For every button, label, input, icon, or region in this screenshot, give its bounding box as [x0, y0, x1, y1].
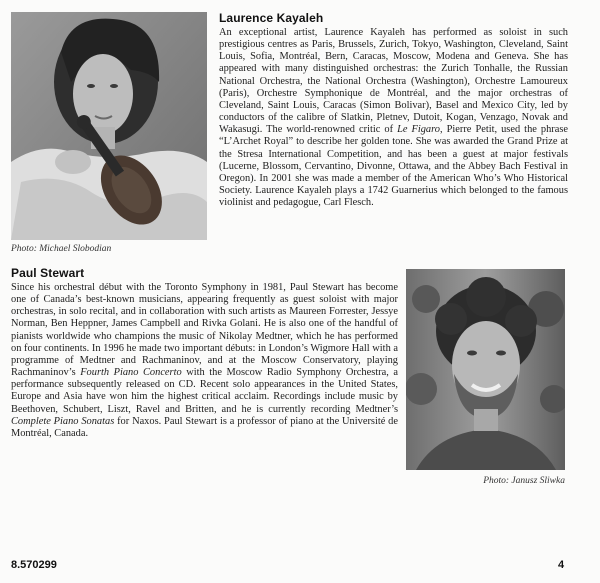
catalog-number: 8.570299 — [11, 559, 57, 571]
artist-name: Laurence Kayaleh — [219, 11, 324, 25]
page-number: 4 — [558, 559, 565, 571]
italic-title: Fourth Piano Concerto — [80, 367, 182, 379]
artist-biography: Since his orchestral début with the Toronto Symphony in 1981, Paul Stewart has become one of Canada’s best-known musicians, appearing frequently as guest soloist with major orchestras, in solo recital, and in collaboration with such artists as Maureen Forrester, Jessye Norman, Ben Heppner, James Campbell and Rivka Golani. He is also one of the handful of pianists worldwide who champions the music of Nikolay Medtner, which he has performed on four continents. In 1996 he made two important débuts: in London’s Wigmore Hall with a programme of Medtner and Rachmaninov, and at the Moscow Conservatory, playing Rachmaninov’s Fourth Piano Concerto with the Moscow Radio Symphony Orchestra, a performance subsequently released on CD. Recent solo appearances in the United States, Europe and Asia have won him the highest critical acclaim. Recordings include music by Beethoven, Schubert, Liszt, Ravel and Britten, and he is currently recording Medtner’s Complete Piano Sonatas for Naxos. Paul Stewart is a professor of piano at the Université de Montréal, Canada. — [11, 282, 398, 439]
photo-credit: Photo: Janusz Sliwka — [483, 476, 565, 486]
artist-name: Paul Stewart — [11, 266, 85, 280]
italic-title: Complete Piano Sonatas — [11, 415, 115, 427]
artist-biography: An exceptional artist, Laurence Kayaleh has performed as soloist in such prestigious centres as Paris, Brussels, Zurich, Tokyo, Washington, Cleveland, Saint Louis, Sofia, Montréal, Bern, Caracas, Moscow, Modena and Geneva. She has appeared with many distinguished orchestras: the Zurich Tonhalle, the Russian National Orchestra, the National Orchestra (Washington), Orchestre Lamoureux (Paris), Orchestre Symphonique de Montréal, and the major orchestras of Cleveland, Saint Louis, Caracas (Simon Bolivar), Basel and Mexico City, led by conductors of the calibre of Slatkin, Pletnev, Dutoit, Kogan, Venzago, Novak and Wakasugi. The world-renowned critic of Le Figaro, Pierre Petit, used the phrase “L’Archet Royal” to describe her golden tone. She was awarded the Grand Prize at the Stresa International Competition, and has been a guest at major festivals (Lucerne, Blossom, Cervantino, Divonne, Ottawa, and the Abbey Bach Festival in Oregon). In 2001 she was made a member of the American Who’s Who Historical Society. Laurence Kayaleh plays a 1742 Guarnerius which belonged to the famous violinist and pedagogue, Carl Flesch. — [219, 27, 569, 209]
paul-stewart-photo — [406, 269, 565, 470]
pianist-portrait-image — [406, 269, 565, 470]
photo-credit: Photo: Michael Slobodian — [11, 244, 112, 254]
italic-title: Le Figaro — [397, 124, 440, 136]
laurence-kayaleh-photo — [11, 12, 207, 240]
violinist-portrait-image — [11, 12, 207, 240]
